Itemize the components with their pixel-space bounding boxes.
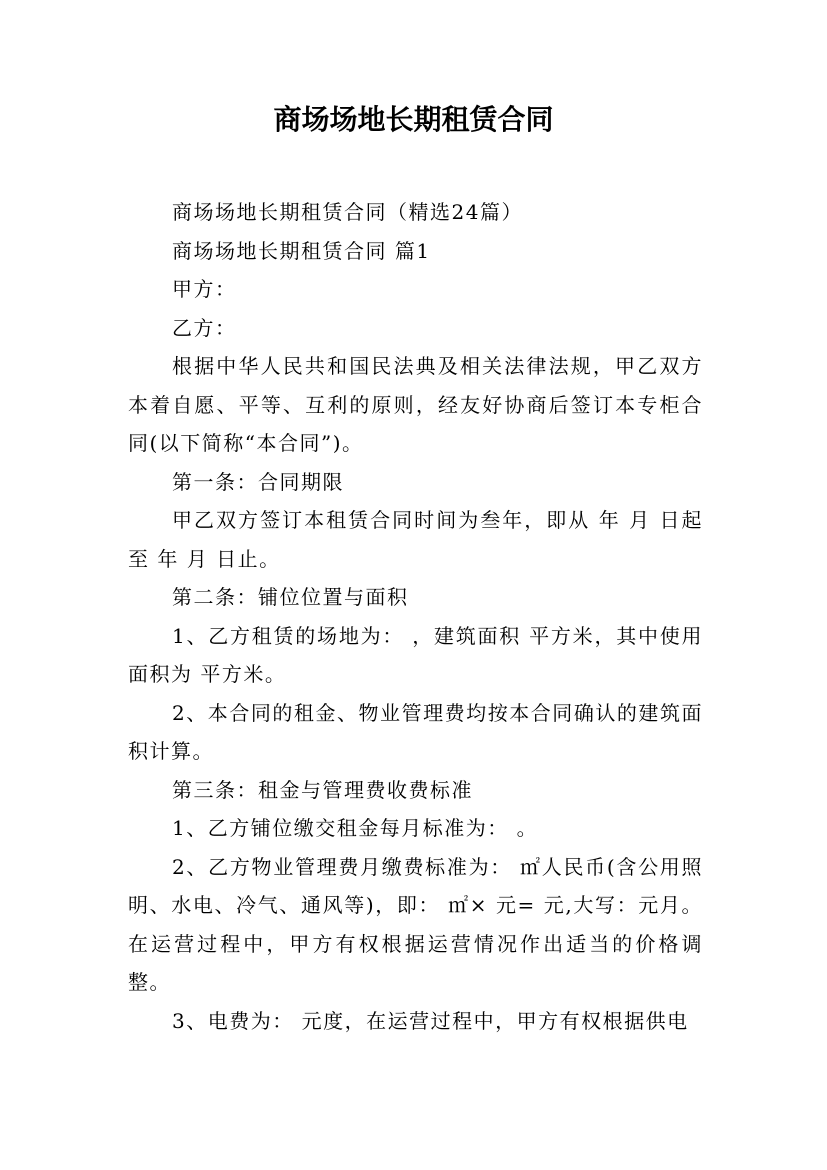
paragraph-article-1-body: 甲乙双方签订本租赁合同时间为叁年，即从 年 月 日起至 年 月 日止。 [128,508,703,571]
paragraph-article-3-heading: 第三条：租金与管理费收费标准 [172,777,473,802]
paragraph-article-3-item-2: 2、乙方物业管理费月缴费标准为： ㎡人民币(含公用照明、水电、冷气、通风等)，即： ㎡× 元= 元,大写：元月。在运营过程中，甲方有权根据运营情况作出适当的价格调整。 [128,854,703,994]
paragraph-article-3-item-3: 3、电费为： 元度，在运营过程中，甲方有权根据供电 [172,1008,689,1033]
paragraph-article-3-item-1: 1、乙方铺位缴交租金每月标准为： 。 [172,816,539,840]
paragraph-article-2-item-2: 2、本合同的租金、物业管理费均按本合同确认的建筑面积计算。 [128,700,703,763]
document-title: 商场场地长期租赁合同 [273,103,554,136]
paragraph-preamble: 根据中华人民共和国民法典及相关法律法规，甲乙双方本着自愿、平等、互利的原则，经友好协商后签订本专柜合同(以下简称“本合同”)。 [128,354,703,455]
paragraph-article-2-item-1: 1、乙方租赁的场地为： ，建筑面积 平方米，其中使用面积为 平方米。 [128,623,703,686]
paragraph-party-b: 乙方： [172,315,237,340]
document-body [128,193,703,1040]
paragraph-subtitle: 商场场地长期租赁合同（精选24篇） [172,200,523,224]
paragraph-article-1-heading: 第一条：合同期限 [172,469,344,494]
paragraph-party-a: 甲方： [172,277,237,301]
paragraph-article-2-heading: 第二条：铺位位置与面积 [172,585,409,609]
paragraph-section-heading: 商场场地长期租赁合同 篇1 [172,238,431,263]
